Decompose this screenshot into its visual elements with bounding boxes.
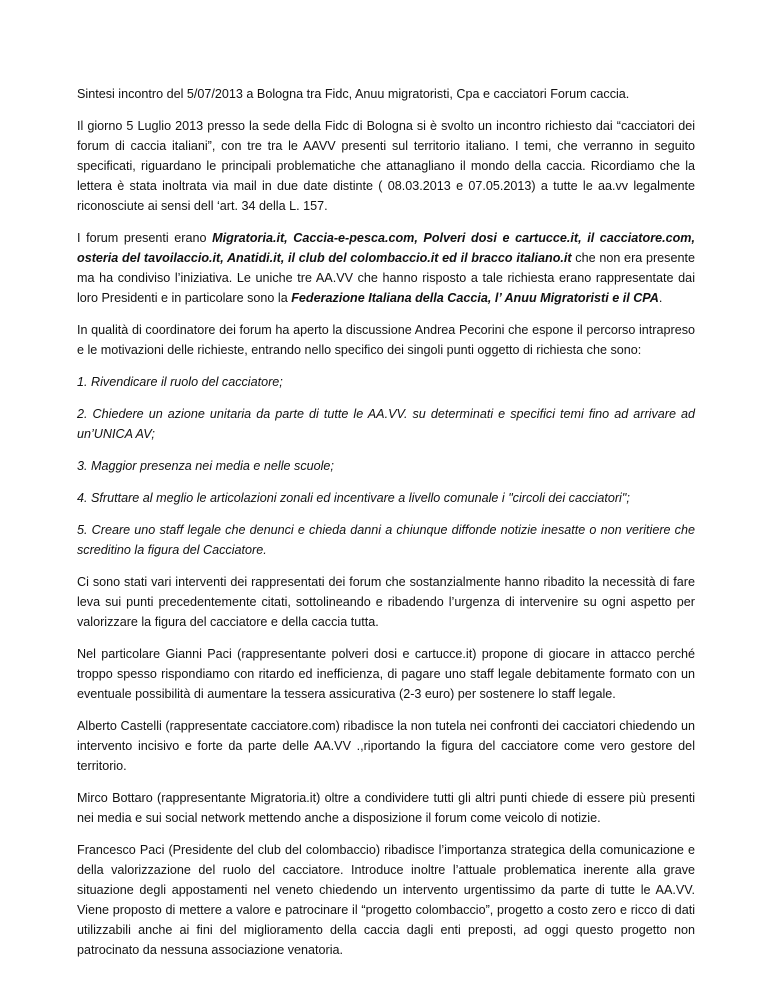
point-item: 2. Chiedere un azione unitaria da parte di tutte le AA.VV. su determinati e specifici temi fino ad arrivare ad un’UNICA AV; <box>77 407 695 441</box>
coordinator-paragraph: In qualità di coordinatore dei forum ha aperto la discussione Andrea Pecorini che espone il percorso intrapreso e le motivazioni delle richieste, entrando nello specifico dei singoli punti oggetto di richiesta che sono: <box>77 323 695 357</box>
forum-end: . <box>658 291 663 305</box>
associations-names: Federazione Italiana della Caccia, l’ Anuu Migratoristi e il CPA <box>291 291 659 305</box>
point-item: 4. Sfruttare al meglio le articolazioni zonali ed incentivare a livello comunale i "circoli dei cacciatori"; <box>77 491 630 505</box>
mirco-bottaro-paragraph: Mirco Bottaro (rappresentante Migratoria.it) oltre a condividere tutti gli altri punti chiede di essere più presenti nei media e sui social network mettendo anche a disposizione il forum come veicolo di notizie. <box>77 791 695 825</box>
point-item: 1. Rivendicare il ruolo del cacciatore; <box>77 375 283 389</box>
point-item: 5. Creare uno staff legale che denunci e chieda danni a chiunque diffonde notizie inesatte o non veritiere che screditino la figura del Cacciatore. <box>77 523 695 557</box>
alberto-castelli-paragraph: Alberto Castelli (rappresentate cacciatore.com) ribadisce la non tutela nei confronti dei cacciatori chiedendo un intervento incisivo e forte da parte delle AA.VV .,riportando la figura del cacciatore come vero gestore del territorio. <box>77 719 695 773</box>
document-title: Sintesi incontro del 5/07/2013 a Bologna tra Fidc, Anuu migratoristi, Cpa e cacciatori Forum caccia. <box>77 87 630 101</box>
intro-paragraph: Il giorno 5 Luglio 2013 presso la sede della Fidc di Bologna si è svolto un incontro richiesto dai “cacciatori dei forum di caccia italiani”, con tre tra le AAVV presenti sul territorio italiano. I temi, che verranno in seguito specificati, riguardano le principali problematiche che attanagliano il mondo della caccia. Ricordiamo che la lettera è stata inoltrata via mail in due date distinte ( 08.03.2013 e 07.05.2013) a tutte le aa.vv legalmente riconosciute ai sensi dell ‘art. 34 della L. 157. <box>77 119 695 213</box>
forum-mid: che non era presente ma ha condiviso l’iniziativa. Le uniche tre AA.VV che hanno risposto a tale richiesta erano rappresentate dai loro Presidenti e in particolare sono la <box>77 251 695 305</box>
point-item: 3. Maggior presenza nei media e nelle scuole; <box>77 459 334 473</box>
forum-names: Migratoria.it, Caccia-e-pesca.com, Polveri dosi e cartucce.it, il cacciatore.com, osteria del tavoilaccio.it, Anatidi.it, il club del colombaccio.it ed il bracco italiano.it <box>77 231 695 265</box>
forum-paragraph <box>77 228 695 308</box>
forum-lead: I forum presenti erano <box>77 231 213 245</box>
francesco-paci-paragraph: Francesco Paci (Presidente del club del colombaccio) ribadisce l’importanza strategica della comunicazione e della valorizzazione del ruolo del cacciatore. Introduce inoltre l’attuale problematica inerente alla grave situazione degli appostamenti nel veneto chiedendo un intervento urgentissimo da parte di tutte le AA.VV. Viene proposto di mettere a valore e patrocinare il “progetto colombaccio”, progetto a costo zero e ricco di dati utilizzabili anche ai fini del miglioramento della caccia dagli enti preposti, ad oggi questo progetto non patrocinato da nessuna associazione venatoria. <box>77 843 695 957</box>
gianni-paci-paragraph: Nel particolare Gianni Paci (rappresentante polveri dosi e cartucce.it) propone di giocare in attacco perché troppo spesso rispondiamo con ritardo ed inefficienza, di pagare uno staff legale debitamente formato con un eventuale possibilità di aumentare la tessera assicurativa (2-3 euro) per sostenere lo staff legale. <box>77 647 695 701</box>
interventions-paragraph: Ci sono stati vari interventi dei rappresentati dei forum che sostanzialmente hanno ribadito la necessità di fare leva sui punti precedentemente citati, sottolineando e ribadendo l’urgenza di intervenire su ogni aspetto per valorizzare la figura del cacciatore e della caccia tutta. <box>77 575 695 629</box>
